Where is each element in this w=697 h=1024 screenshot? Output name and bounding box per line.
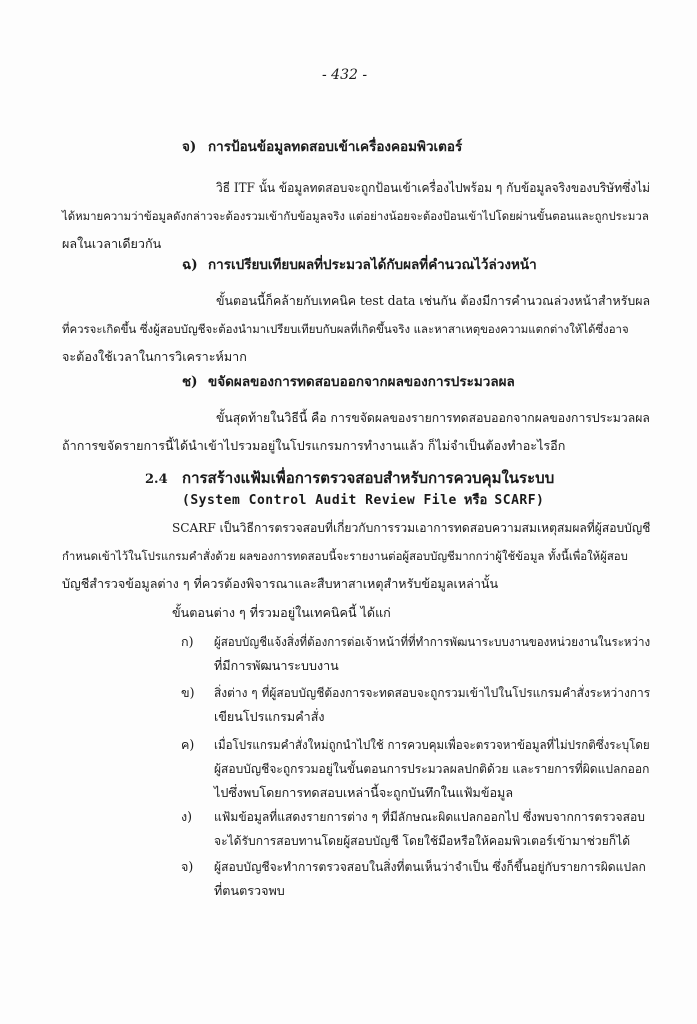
paragraph-line: กำหนดเข้าไว้ในโปรแกรมคำสั่งด้วย ผลของการทดสอบนี้จะรายงานต่อผู้สอบบัญชีมากกว่าผู้ใช้ข้อมูล ทั้งนี้เพื่อให้ผู้สอบ [62,549,628,563]
list-marker: ข) [181,685,195,700]
paragraph-line: บัญชีสำรวจข้อมูลต่าง ๆ ที่ควรต้องพิจารณาและสืบหาสาเหตุสำหรับข้อมูลเหล่านั้น [62,576,499,591]
list-item-line: ผู้สอบบัญชีแจ้งสิ่งที่ต้องการต่อเจ้าหน้าที่ที่ทำการพัฒนาระบบงานของหน่วยงานในระหว่าง [214,635,651,649]
paragraph-line: ขั้นตอนนี้ก็คล้ายกับเทคนิค test data เช่นกัน ต้องมีการคำนวณล่วงหน้าสำหรับผล [216,293,651,308]
list-item-line: เมื่อโปรแกรมคำสั่งใหม่ถูกนำไปใช้ การควบคุมเพื่อจะตรวจหาข้อมูลที่ไม่ปรกติซึ่งระบุโดย [214,738,650,752]
paragraph-line: ที่ควรจะเกิดขึ้น ซึ่งผู้สอบบัญชีจะต้องนำมาเปรียบเทียบกับผลที่เกิดขึ้นจริง และหาสาเหตุของความแตกต่างให้ได้ซึ่งอาจ [62,322,629,336]
paragraph-line: จะต้องใช้เวลาในการวิเคราะห์มาก [62,349,247,364]
heading-marker: ช) [182,374,198,390]
list-item-line: ที่ตนตรวจพบ [214,883,285,898]
section-number: 2.4 [145,472,168,487]
list-item-line: ผู้สอบบัญชีจะถูกรวมอยู่ในขั้นตอนการประมวลผลปกติด้วย และรายการที่ผิดแปลกออก [214,762,650,776]
section-title-english [182,492,544,510]
section-title-thai: การสร้างแฟ้มเพื่อการตรวจสอบสำหรับการควบคุมในระบบ [182,469,555,487]
list-marker: จ) [181,859,194,874]
steps-lead: ขั้นตอนต่าง ๆ ที่รวมอยู่ในเทคนิคนี้ ได้แก่ [172,605,391,620]
paragraph-line: ได้หมายความว่าข้อมูลดังกล่าวจะต้องรวมเข้ากับข้อมูลจริง แต่อย่างน้อยจะต้องป้อนเข้าไปโดยผ่านขั้นตอนและถูกประมวล [62,209,649,223]
list-marker: ก) [181,634,194,649]
list-item-line: แฟ้มข้อมูลที่แสดงรายการต่าง ๆ ที่มีลักษณะผิดแปลกออกไป ซึ่งพบจากการตรวจสอบ [214,810,645,824]
list-item-line: เขียนโปรแกรมคำสั่ง [214,709,325,724]
list-marker: ง) [181,809,193,824]
list-item-line: ไปซึ่งพบโดยการทดสอบเหล่านี้จะถูกบันทึกในแฟ้มข้อมูล [214,785,514,800]
paragraph-line: วิธี ITF นั้น ข้อมูลทดสอบจะถูกป้อนเข้าเครื่องไปพร้อม ๆ กับข้อมูลจริงของบริษัทซึ่งไม่ [216,180,651,195]
heading-marker: ฉ) [182,257,198,273]
title-english-open: (System Control Audit Review File [182,493,457,508]
page-number: - 432 - [322,67,368,83]
paragraph-line: SCARF เป็นวิธีการตรวจสอบที่เกี่ยวกับการรวมเอาการทดสอบความสมเหตุสมผลที่ผู้สอบบัญชี [172,521,651,535]
list-item-line: ที่มีการพัฒนาระบบงาน [214,658,339,673]
section-heading: การป้อนข้อมูลทดสอบเข้าเครื่องคอมพิวเตอร์ [208,139,463,155]
list-marker: ค) [181,737,195,752]
title-english-close: SCARF) [494,493,545,508]
list-item-line: สิ่งต่าง ๆ ที่ผู้สอบบัญชีต้องการจะทดสอบจะถูกรวมเข้าไปในโปรแกรมคำสั่งระหว่างการ [214,686,651,700]
title-english-or: หรือ [463,493,488,508]
list-item-line: ผู้สอบบัญชีจะทำการตรวจสอบในสิ่งที่ตนเห็นว่าจำเป็น ซึ่งก็ขึ้นอยู่กับรายการผิดแปลก [214,860,646,874]
section-heading: การเปรียบเทียบผลที่ประมวลได้กับผลที่คำนวณไว้ล่วงหน้า [208,257,537,273]
paragraph-line: ถ้าการขจัดรายการนี้ได้นำเข้าไปรวมอยู่ในโปรแกรมการทำงานแล้ว ก็ไม่จำเป็นต้องทำอะไรอีก [62,438,566,453]
section-heading: ขจัดผลของการทดสอบออกจากผลของการประมวลผล [208,374,515,390]
paragraph-line: ผลในเวลาเดียวกัน [62,236,162,251]
paragraph-line: ขั้นสุดท้ายในวิธีนี้ คือ การขจัดผลของรายการทดสอบออกจากผลของการประมวลผล [216,410,650,425]
heading-marker: จ) [182,139,197,155]
list-item-line: จะได้รับการสอบทานโดยผู้สอบบัญชี โดยใช้มือหรือให้คอมพิวเตอร์เข้ามาช่วยก็ได้ [214,834,631,848]
